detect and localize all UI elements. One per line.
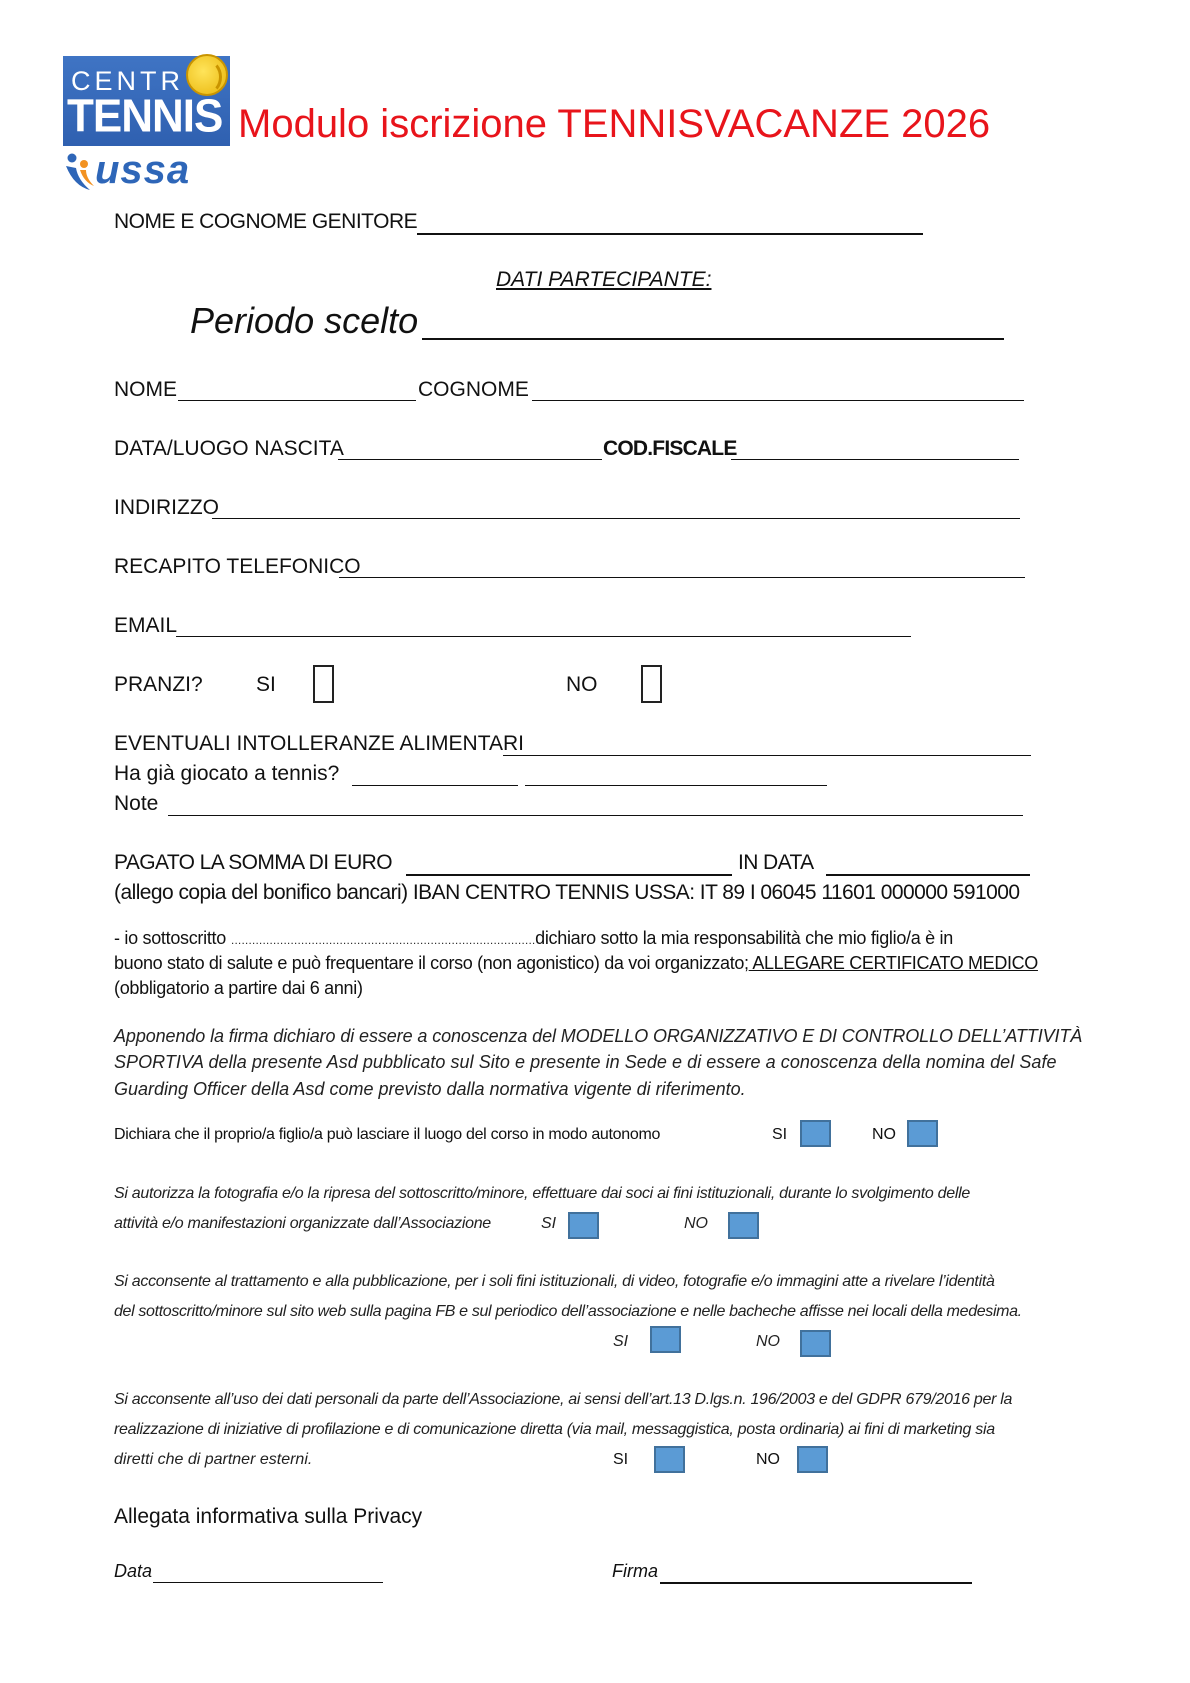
phone-label: RECAPITO TELEFONICO [114, 555, 361, 578]
lunch-no-checkbox[interactable] [641, 665, 662, 703]
parent-name-field [114, 210, 417, 234]
intolerances-input-line[interactable] [503, 754, 1031, 756]
data-consent-line-2: realizzazione di iniziative di profilazione e di comunicazione diretta (via mail, messaggistica, posta ordinaria) ai fini di marketing sia [114, 1421, 995, 1438]
declaration-end: dichiaro sotto la mia responsabilità che mio figlio/a è in [535, 928, 953, 948]
phone-input-line[interactable] [339, 576, 1025, 578]
data-consent-line-1: Si acconsente all’uso dei dati personali da parte dell’Associazione, ai sensi dell’art.13 D.lgs.n. 196/2003 e del GDPR 679/2016 per la [114, 1391, 1013, 1408]
photo-consent-no-label: NO [684, 1215, 708, 1232]
photo-consent-line-1: Si autorizza la fotografia e/o la ripresa del sottoscritto/minore, effettuare dai soci ai fini istituzionali, durante lo svolgimento delle [114, 1185, 970, 1202]
model-notice-line-2: SPORTIVA della presente Asd pubblicato sul Sito e presente in Sede e di essere a conoscenza della nomina del Safe [114, 1052, 1057, 1072]
photo-consent-si-label: SI [541, 1215, 557, 1232]
publication-consent-line-1: Si acconsente al trattamento e alla pubblicazione, per i soli fini istituzionali, di video, fotografie e/o immagini atte a rivelare l’identità [114, 1273, 995, 1290]
payment-amount-line[interactable] [406, 873, 732, 876]
played-tennis-label: Ha già giocato a tennis? [114, 762, 340, 785]
address-label: INDIRIZZO [114, 496, 219, 519]
data-consent-si-label: SI [613, 1451, 629, 1468]
parent-name-label: NOME E COGNOME GENITORE [114, 210, 418, 233]
address-input-line[interactable] [212, 517, 1020, 519]
period-label: Periodo scelto [190, 300, 419, 341]
privacy-attachment-note: Allegata informativa sulla Privacy [114, 1505, 423, 1528]
autonomous-exit-si-label: SI [772, 1126, 788, 1143]
parent-name-input-line[interactable] [417, 232, 923, 235]
autonomous-exit-no-checkbox[interactable] [907, 1120, 938, 1147]
publication-consent-si-checkbox[interactable] [650, 1326, 681, 1353]
note-input-line[interactable] [168, 814, 1023, 816]
ussa-figure-icon [64, 152, 96, 192]
medical-certificate-notice: ALLEGARE CERTIFICATO MEDICO [748, 953, 1038, 973]
declaration-health-text: buono stato di salute e può frequentare il corso (non agonistico) da voi organizzato; [114, 953, 749, 973]
date-input-line[interactable] [153, 1581, 383, 1583]
cognome-label: COGNOME [418, 378, 529, 401]
data-consent-no-label: NO [756, 1451, 780, 1468]
photo-consent-line-2: attività e/o manifestazioni organizzate dall’Associazione [114, 1215, 491, 1232]
autonomous-exit-si-checkbox[interactable] [800, 1120, 831, 1147]
publication-consent-no-label: NO [756, 1333, 780, 1350]
signature-input-line[interactable] [660, 1581, 972, 1584]
tennis-ball-icon [186, 54, 228, 96]
fiscal-code-label: COD.FISCALE [603, 437, 737, 460]
logo-text-tennis: TENNIS [67, 90, 223, 143]
birth-label: DATA/LUOGO NASCITA [114, 437, 344, 460]
autonomous-exit-no-label: NO [872, 1126, 896, 1143]
centro-tennis-logo [63, 56, 230, 146]
logo-text-centr: CENTR [71, 66, 184, 96]
nome-input-line[interactable] [178, 399, 416, 401]
declaration-line-1 [114, 928, 953, 949]
birth-input-line[interactable] [338, 458, 602, 460]
data-consent-si-checkbox[interactable] [654, 1446, 685, 1473]
declaration-line-3: (obbligatorio a partire dai 6 anni) [114, 978, 363, 998]
lunch-label: PRANZI? [114, 673, 203, 696]
section-heading: DATI PARTECIPANTE: [496, 268, 712, 291]
photo-consent-no-checkbox[interactable] [728, 1212, 759, 1239]
lunch-no-label: NO [566, 673, 598, 696]
declaration-line-2 [114, 953, 1038, 974]
payment-date-label: IN DATA [738, 851, 814, 874]
autonomous-exit-text: Dichiara che il proprio/a figlio/a può lasciare il luogo del corso in modo autonomo [114, 1126, 661, 1143]
lunch-si-checkbox[interactable] [313, 665, 334, 703]
iban-text: (allego copia del bonifico bancari) IBAN CENTRO TENNIS USSA: IT 89 I 06045 11601 000000 591000 [114, 881, 1020, 904]
declaration-dots: …………………………………………………………………………… [230, 935, 536, 947]
fiscal-code-input-line[interactable] [731, 458, 1019, 460]
publication-consent-si-label: SI [613, 1333, 629, 1350]
data-consent-no-checkbox[interactable] [797, 1446, 828, 1473]
model-notice-line-3: Guarding Officer della Asd come previsto dalla normativa vigente di riferimento. [114, 1079, 746, 1099]
period-input-line[interactable] [422, 337, 1004, 340]
cognome-input-line[interactable] [532, 399, 1024, 401]
payment-label: PAGATO LA SOMMA DI EURO [114, 851, 392, 874]
intolerances-label: EVENTUALI INTOLLERANZE ALIMENTARI [114, 732, 524, 755]
nome-label: NOME [114, 378, 177, 401]
publication-consent-no-checkbox[interactable] [800, 1330, 831, 1357]
email-label: EMAIL [114, 614, 178, 637]
logo-text-ussa: ussa [95, 148, 191, 192]
date-label: Data [114, 1561, 153, 1581]
signature-label: Firma [612, 1561, 658, 1581]
model-notice-line-1: Apponendo la firma dichiaro di essere a conoscenza del MODELLO ORGANIZZATIVO E DI CONTROLLO DELL’ATTIVITÀ [114, 1026, 1083, 1046]
played-tennis-detail-line[interactable] [525, 784, 827, 786]
email-input-line[interactable] [176, 635, 911, 637]
publication-consent-line-2: del sottoscritto/minore sul sito web sulla pagina FB e sul periodico dell’associazione e nelle bacheche affisse nei locali della medesima. [114, 1303, 1022, 1320]
page-title: Modulo iscrizione TENNISVACANZE 2026 [238, 102, 991, 146]
declaration-start: - io sottoscritto [114, 928, 231, 948]
photo-consent-si-checkbox[interactable] [568, 1212, 599, 1239]
payment-date-line[interactable] [826, 873, 1030, 876]
lunch-si-label: SI [256, 673, 276, 696]
note-label: Note [114, 792, 159, 815]
played-tennis-input-line[interactable] [352, 784, 518, 786]
data-consent-line-3: diretti che di partner esterni. [114, 1451, 313, 1468]
